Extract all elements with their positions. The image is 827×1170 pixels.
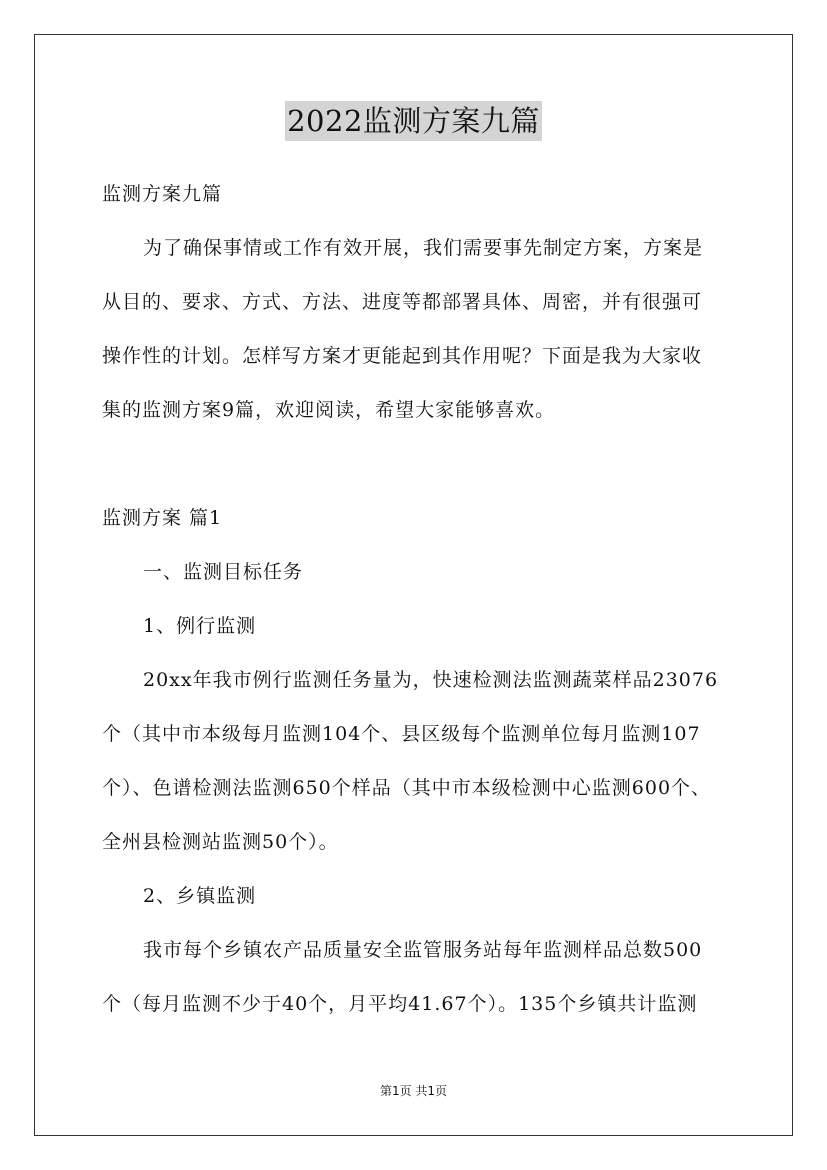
paragraph-line: 操作性的计划。怎样写方案才更能起到其作用呢？下面是我为大家收 bbox=[102, 345, 703, 367]
paragraph-line: 我市每个乡镇农产品质量安全监管服务站每年监测样品总数500 bbox=[143, 939, 703, 961]
subheading: 1、例行监测 bbox=[143, 615, 257, 637]
paragraph-line: 集的监测方案9篇，欢迎阅读，希望大家能够喜欢。 bbox=[102, 399, 556, 421]
paragraph-line: 从目的、要求、方式、方法、进度等都部署具体、周密，并有很强可 bbox=[102, 291, 703, 313]
paragraph-line: 个（其中市本级每月监测104个、县区级每个监测单位每月监测107 bbox=[102, 723, 701, 745]
paragraph-line: 全州县检测站监测50个）。 bbox=[102, 831, 339, 853]
paragraph-line: 20xx年我市例行监测任务量为，快速检测法监测蔬菜样品23076 bbox=[143, 669, 719, 691]
document-title: 2022监测方案九篇 bbox=[285, 101, 542, 141]
subheading: 2、乡镇监测 bbox=[143, 885, 257, 907]
paragraph-line: 个）、色谱检测法监测650个样品（其中市本级检测中心监测600个、 bbox=[102, 777, 712, 799]
page-footer: 第1页 共1页 bbox=[379, 1084, 448, 1098]
section-heading: 监测方案 篇1 bbox=[102, 507, 223, 529]
paragraph-line: 为了确保事情或工作有效开展，我们需要事先制定方案，方案是 bbox=[143, 237, 704, 259]
title-block bbox=[0, 101, 827, 141]
paragraph-line: 个（每月监测不少于40个，月平均41.67个）。135个乡镇共计监测 bbox=[102, 993, 698, 1015]
section-heading: 监测方案九篇 bbox=[102, 183, 223, 205]
subheading: 一、监测目标任务 bbox=[143, 561, 304, 583]
